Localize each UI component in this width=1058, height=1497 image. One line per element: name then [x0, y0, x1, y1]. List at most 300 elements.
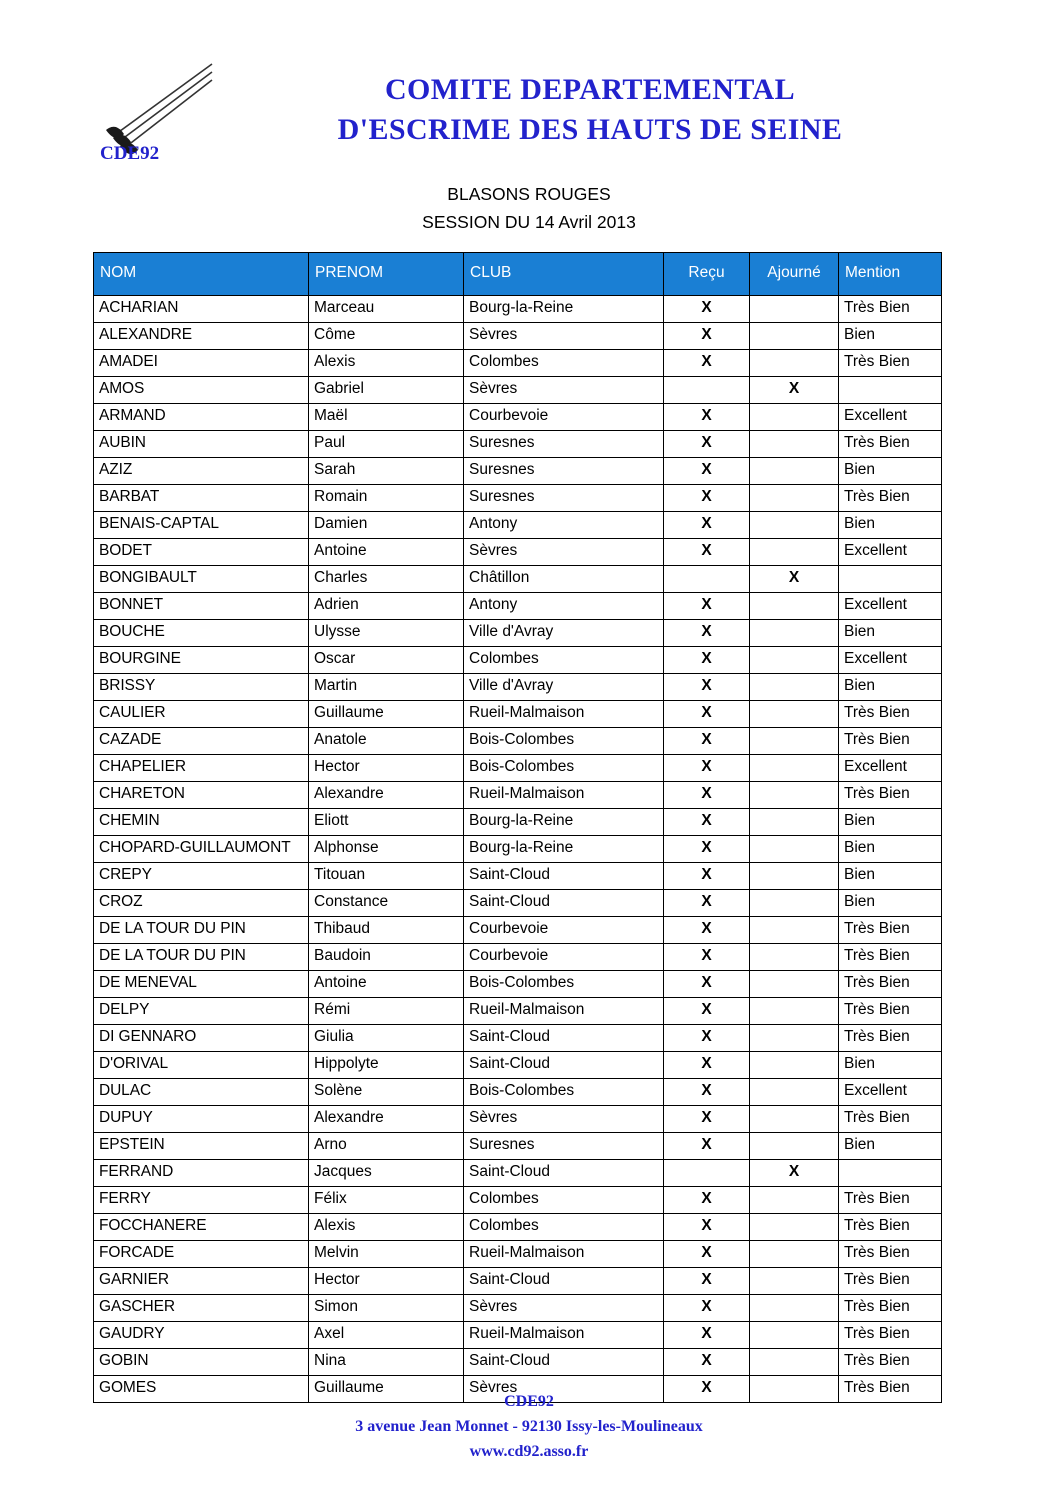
table-row [94, 1052, 942, 1079]
cell-ajourne [750, 1106, 839, 1133]
cell-club: Courbevoie [464, 944, 664, 971]
cell-recu: X [664, 431, 750, 458]
cell-prenom: Paul [309, 431, 464, 458]
cell-nom: CHOPARD-GUILLAUMONT [94, 836, 309, 863]
cell-recu [664, 377, 750, 404]
cell-mention: Très Bien [839, 728, 942, 755]
cell-recu: X [664, 1133, 750, 1160]
table-row [94, 377, 942, 404]
cell-club: Ville d'Avray [464, 620, 664, 647]
table-row [94, 1214, 942, 1241]
cell-mention [839, 566, 942, 593]
cell-prenom: Guillaume [309, 701, 464, 728]
table-row [94, 1187, 942, 1214]
cell-prenom: Hector [309, 755, 464, 782]
subtitle-category: BLASONS ROUGES [447, 184, 611, 204]
cell-nom: CREPY [94, 863, 309, 890]
table-row [94, 782, 942, 809]
cell-ajourne [750, 647, 839, 674]
cell-club: Antony [464, 593, 664, 620]
table-row [94, 755, 942, 782]
cell-prenom: Nina [309, 1349, 464, 1376]
cell-club: Bois-Colombes [464, 971, 664, 998]
column-header-prenom: PRENOM [309, 253, 464, 296]
footer-website: www.cd92.asso.fr [469, 1442, 589, 1460]
cell-prenom: Damien [309, 512, 464, 539]
cell-mention: Très Bien [839, 701, 942, 728]
cell-recu: X [664, 1322, 750, 1349]
table-row [94, 917, 942, 944]
cell-recu: X [664, 1349, 750, 1376]
page-title [230, 70, 950, 150]
cell-recu: X [664, 782, 750, 809]
table-row [94, 1349, 942, 1376]
cell-ajourne [750, 782, 839, 809]
cell-recu: X [664, 1025, 750, 1052]
cell-club: Rueil-Malmaison [464, 998, 664, 1025]
cell-nom: BONNET [94, 593, 309, 620]
table-row [94, 1241, 942, 1268]
column-header-nom: NOM [94, 253, 309, 296]
cell-prenom: Constance [309, 890, 464, 917]
cell-mention: Très Bien [839, 1295, 942, 1322]
cell-prenom: Gabriel [309, 377, 464, 404]
cell-club: Suresnes [464, 458, 664, 485]
cell-nom: GARNIER [94, 1268, 309, 1295]
cell-prenom: Alexandre [309, 1106, 464, 1133]
cell-recu: X [664, 296, 750, 323]
cell-recu: X [664, 485, 750, 512]
cell-mention: Très Bien [839, 1241, 942, 1268]
cell-club: Sèvres [464, 1376, 664, 1403]
roster-table [93, 252, 942, 1403]
cell-mention: Très Bien [839, 1214, 942, 1241]
cell-ajourne [750, 674, 839, 701]
cell-prenom: Eliott [309, 809, 464, 836]
cell-ajourne [750, 458, 839, 485]
cell-prenom: Titouan [309, 863, 464, 890]
cell-prenom: Thibaud [309, 917, 464, 944]
cell-mention: Excellent [839, 647, 942, 674]
cell-mention: Très Bien [839, 1106, 942, 1133]
cell-club: Rueil-Malmaison [464, 701, 664, 728]
cell-nom: BRISSY [94, 674, 309, 701]
cell-nom: EPSTEIN [94, 1133, 309, 1160]
cell-club: Courbevoie [464, 917, 664, 944]
cell-nom: CHAPELIER [94, 755, 309, 782]
cell-prenom: Arno [309, 1133, 464, 1160]
cell-mention: Très Bien [839, 998, 942, 1025]
cell-mention: Excellent [839, 539, 942, 566]
cell-ajourne [750, 863, 839, 890]
cell-club: Saint-Cloud [464, 1052, 664, 1079]
table-row [94, 728, 942, 755]
cde92-logo [88, 58, 218, 163]
cell-club: Saint-Cloud [464, 1268, 664, 1295]
cell-nom: BENAIS-CAPTAL [94, 512, 309, 539]
cell-recu: X [664, 512, 750, 539]
cell-ajourne [750, 890, 839, 917]
table-row [94, 674, 942, 701]
cell-recu: X [664, 539, 750, 566]
cell-mention: Très Bien [839, 1349, 942, 1376]
cell-recu: X [664, 890, 750, 917]
cell-nom: GOBIN [94, 1349, 309, 1376]
table-row [94, 1106, 942, 1133]
cell-ajourne: X [750, 1160, 839, 1187]
table-row [94, 593, 942, 620]
table-row [94, 512, 942, 539]
table-row [94, 485, 942, 512]
cell-ajourne [750, 404, 839, 431]
cell-club: Bois-Colombes [464, 755, 664, 782]
cell-ajourne [750, 1025, 839, 1052]
cell-club: Bourg-la-Reine [464, 836, 664, 863]
cell-nom: GAUDRY [94, 1322, 309, 1349]
cell-club: Antony [464, 512, 664, 539]
cell-nom: ARMAND [94, 404, 309, 431]
cell-prenom: Antoine [309, 539, 464, 566]
cell-ajourne [750, 917, 839, 944]
table-row [94, 566, 942, 593]
cell-nom: BOUCHE [94, 620, 309, 647]
title-line-2: D'ESCRIME DES HAUTS DE SEINE [337, 112, 843, 146]
cell-prenom: Ulysse [309, 620, 464, 647]
cell-nom: CHEMIN [94, 809, 309, 836]
subtitle-block [0, 180, 1058, 237]
cell-mention: Bien [839, 1052, 942, 1079]
cell-club: Suresnes [464, 431, 664, 458]
cell-recu: X [664, 1052, 750, 1079]
cell-prenom: Alexandre [309, 782, 464, 809]
cell-mention: Bien [839, 890, 942, 917]
cell-club: Bois-Colombes [464, 728, 664, 755]
cell-nom: ALEXANDRE [94, 323, 309, 350]
cell-prenom: Charles [309, 566, 464, 593]
cell-mention [839, 377, 942, 404]
cell-ajourne [750, 944, 839, 971]
cell-ajourne [750, 512, 839, 539]
table-row [94, 539, 942, 566]
cell-recu: X [664, 998, 750, 1025]
cell-ajourne [750, 836, 839, 863]
cell-ajourne [750, 1349, 839, 1376]
logo-text: CDE92 [100, 143, 160, 163]
table-row [94, 971, 942, 998]
cell-club: Châtillon [464, 566, 664, 593]
cell-ajourne [750, 620, 839, 647]
title-line-1: COMITE DEPARTEMENTAL [384, 73, 796, 106]
cell-mention: Très Bien [839, 1268, 942, 1295]
table-row [94, 1268, 942, 1295]
cell-ajourne [750, 809, 839, 836]
cell-recu: X [664, 458, 750, 485]
cell-ajourne: X [750, 377, 839, 404]
cell-nom: DI GENNARO [94, 1025, 309, 1052]
cell-mention: Très Bien [839, 485, 942, 512]
table-row [94, 701, 942, 728]
cell-nom: FORCADE [94, 1241, 309, 1268]
cell-prenom: Félix [309, 1187, 464, 1214]
table-row [94, 1133, 942, 1160]
cell-recu: X [664, 1241, 750, 1268]
cell-ajourne [750, 701, 839, 728]
cell-prenom: Guillaume [309, 1376, 464, 1403]
cell-club: Courbevoie [464, 404, 664, 431]
table-row [94, 458, 942, 485]
cell-ajourne [750, 1322, 839, 1349]
cell-club: Sèvres [464, 323, 664, 350]
cell-mention: Très Bien [839, 1187, 942, 1214]
table-header-row [94, 253, 942, 296]
table-row [94, 1295, 942, 1322]
cell-recu: X [664, 1376, 750, 1403]
cell-nom: AMADEI [94, 350, 309, 377]
cell-mention: Très Bien [839, 296, 942, 323]
cell-recu: X [664, 701, 750, 728]
cell-mention: Excellent [839, 1079, 942, 1106]
cell-nom: AMOS [94, 377, 309, 404]
cell-nom: DELPY [94, 998, 309, 1025]
cell-ajourne [750, 1052, 839, 1079]
cell-mention: Très Bien [839, 944, 942, 971]
cell-recu: X [664, 404, 750, 431]
cell-recu [664, 566, 750, 593]
document-footer [0, 1390, 1058, 1464]
cell-club: Rueil-Malmaison [464, 1322, 664, 1349]
cell-ajourne [750, 350, 839, 377]
cell-ajourne [750, 1214, 839, 1241]
cell-club: Bois-Colombes [464, 1079, 664, 1106]
cell-mention: Bien [839, 323, 942, 350]
table-row [94, 620, 942, 647]
cell-ajourne [750, 485, 839, 512]
cell-ajourne [750, 1187, 839, 1214]
cell-nom: GASCHER [94, 1295, 309, 1322]
cell-club: Sèvres [464, 539, 664, 566]
cell-nom: D'ORIVAL [94, 1052, 309, 1079]
cell-mention: Bien [839, 1133, 942, 1160]
cell-club: Colombes [464, 350, 664, 377]
cell-mention: Bien [839, 620, 942, 647]
cell-nom: CAULIER [94, 701, 309, 728]
table-row [94, 296, 942, 323]
cell-mention: Très Bien [839, 1376, 942, 1403]
cell-nom: ACHARIAN [94, 296, 309, 323]
cell-nom: AZIZ [94, 458, 309, 485]
cell-recu: X [664, 809, 750, 836]
table-body [94, 296, 942, 1403]
column-header-club: CLUB [464, 253, 664, 296]
cell-ajourne [750, 323, 839, 350]
cell-mention: Excellent [839, 593, 942, 620]
cell-prenom: Oscar [309, 647, 464, 674]
document-header [0, 0, 1058, 170]
table-row [94, 836, 942, 863]
cell-nom: DUPUY [94, 1106, 309, 1133]
cell-nom: CHARETON [94, 782, 309, 809]
cell-prenom: Maël [309, 404, 464, 431]
cell-prenom: Sarah [309, 458, 464, 485]
cell-club: Ville d'Avray [464, 674, 664, 701]
cell-recu: X [664, 971, 750, 998]
cell-recu: X [664, 1295, 750, 1322]
cell-ajourne [750, 1268, 839, 1295]
table-row [94, 1079, 942, 1106]
cell-nom: CAZADE [94, 728, 309, 755]
cell-club: Bourg-la-Reine [464, 296, 664, 323]
cell-mention: Très Bien [839, 431, 942, 458]
cell-nom: BODET [94, 539, 309, 566]
cell-recu: X [664, 350, 750, 377]
cell-prenom: Adrien [309, 593, 464, 620]
cell-prenom: Hippolyte [309, 1052, 464, 1079]
table-row [94, 998, 942, 1025]
cell-prenom: Axel [309, 1322, 464, 1349]
cell-recu: X [664, 944, 750, 971]
cell-mention: Très Bien [839, 971, 942, 998]
cell-recu: X [664, 836, 750, 863]
cell-mention: Très Bien [839, 350, 942, 377]
cell-prenom: Alexis [309, 1214, 464, 1241]
cell-recu: X [664, 593, 750, 620]
table-row [94, 1025, 942, 1052]
cell-club: Sèvres [464, 377, 664, 404]
cell-recu: X [664, 1214, 750, 1241]
cell-recu: X [664, 620, 750, 647]
column-header-ajourne: Ajourné [750, 253, 839, 296]
cell-recu: X [664, 917, 750, 944]
cell-nom: FERRAND [94, 1160, 309, 1187]
cell-recu: X [664, 1106, 750, 1133]
cell-recu: X [664, 1187, 750, 1214]
cell-nom: DULAC [94, 1079, 309, 1106]
cell-mention: Très Bien [839, 917, 942, 944]
cell-prenom: Solène [309, 1079, 464, 1106]
cell-mention: Bien [839, 809, 942, 836]
cell-mention: Excellent [839, 755, 942, 782]
table-row [94, 404, 942, 431]
cell-ajourne [750, 971, 839, 998]
cell-club: Saint-Cloud [464, 890, 664, 917]
cell-recu: X [664, 323, 750, 350]
cell-prenom: Jacques [309, 1160, 464, 1187]
column-header-recu: Reçu [664, 253, 750, 296]
cell-mention [839, 1160, 942, 1187]
cell-mention: Excellent [839, 404, 942, 431]
table-row [94, 1322, 942, 1349]
cell-ajourne [750, 1241, 839, 1268]
cell-ajourne [750, 728, 839, 755]
cell-club: Colombes [464, 1187, 664, 1214]
footer-org: CDE92 [504, 1393, 554, 1410]
cell-nom: DE MENEVAL [94, 971, 309, 998]
cell-prenom: Marceau [309, 296, 464, 323]
table-row [94, 431, 942, 458]
cell-recu: X [664, 647, 750, 674]
roster-table-container [93, 252, 941, 1403]
cell-nom: AUBIN [94, 431, 309, 458]
cell-prenom: Simon [309, 1295, 464, 1322]
cell-recu [664, 1160, 750, 1187]
cell-prenom: Romain [309, 485, 464, 512]
cell-recu: X [664, 1268, 750, 1295]
cell-ajourne: X [750, 566, 839, 593]
cell-prenom: Alexis [309, 350, 464, 377]
cell-nom: DE LA TOUR DU PIN [94, 944, 309, 971]
cell-club: Sèvres [464, 1106, 664, 1133]
cell-club: Rueil-Malmaison [464, 782, 664, 809]
cell-prenom: Rémi [309, 998, 464, 1025]
cell-club: Rueil-Malmaison [464, 1241, 664, 1268]
cell-prenom: Giulia [309, 1025, 464, 1052]
table-row [94, 323, 942, 350]
cell-nom: FOCCHANERE [94, 1214, 309, 1241]
cell-nom: GOMES [94, 1376, 309, 1403]
cell-recu: X [664, 755, 750, 782]
footer-address: 3 avenue Jean Monnet - 92130 Issy-les-Moulineaux [355, 1417, 703, 1435]
cell-club: Saint-Cloud [464, 1349, 664, 1376]
cell-club: Saint-Cloud [464, 1025, 664, 1052]
cell-mention: Bien [839, 458, 942, 485]
cell-club: Saint-Cloud [464, 1160, 664, 1187]
cell-club: Suresnes [464, 1133, 664, 1160]
table-row [94, 350, 942, 377]
cell-prenom: Côme [309, 323, 464, 350]
cell-prenom: Melvin [309, 1241, 464, 1268]
cell-nom: DE LA TOUR DU PIN [94, 917, 309, 944]
cell-nom: CROZ [94, 890, 309, 917]
cell-mention: Très Bien [839, 782, 942, 809]
cell-ajourne [750, 1133, 839, 1160]
table-row [94, 890, 942, 917]
cell-prenom: Alphonse [309, 836, 464, 863]
cell-prenom: Baudoin [309, 944, 464, 971]
cell-club: Colombes [464, 647, 664, 674]
table-row [94, 647, 942, 674]
cell-nom: BARBAT [94, 485, 309, 512]
table-row [94, 863, 942, 890]
cell-ajourne [750, 296, 839, 323]
cell-club: Bourg-la-Reine [464, 809, 664, 836]
cell-ajourne [750, 1295, 839, 1322]
cell-prenom: Anatole [309, 728, 464, 755]
cell-ajourne [750, 593, 839, 620]
cell-mention: Très Bien [839, 1322, 942, 1349]
cell-club: Colombes [464, 1214, 664, 1241]
cell-mention: Bien [839, 674, 942, 701]
cell-nom: FERRY [94, 1187, 309, 1214]
cell-ajourne [750, 431, 839, 458]
cell-prenom: Antoine [309, 971, 464, 998]
table-row [94, 944, 942, 971]
cell-mention: Bien [839, 512, 942, 539]
cell-mention: Très Bien [839, 1025, 942, 1052]
cell-recu: X [664, 728, 750, 755]
table-row [94, 1160, 942, 1187]
cell-nom: BOURGINE [94, 647, 309, 674]
cell-ajourne [750, 539, 839, 566]
cell-ajourne [750, 1079, 839, 1106]
cell-club: Sèvres [464, 1295, 664, 1322]
table-row [94, 809, 942, 836]
cell-ajourne [750, 998, 839, 1025]
cell-recu: X [664, 863, 750, 890]
cell-mention: Bien [839, 836, 942, 863]
cell-recu: X [664, 674, 750, 701]
cell-nom: BONGIBAULT [94, 566, 309, 593]
cell-prenom: Hector [309, 1268, 464, 1295]
